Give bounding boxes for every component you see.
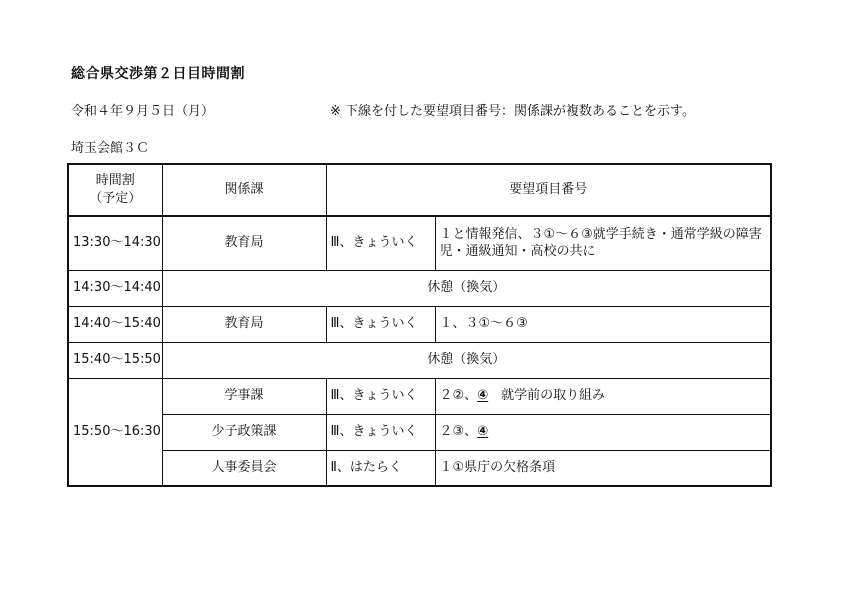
break-cell: 休憩（換気） — [162, 270, 771, 306]
break-cell: 休憩（換気） — [162, 342, 771, 378]
header-time — [68, 164, 162, 216]
category-cell: Ⅲ、きょういく — [326, 306, 435, 342]
time-cell: 14:40～15:40 — [68, 306, 162, 342]
items-text: ２②、 — [439, 388, 478, 404]
items-cell: １、３①～６③ — [435, 306, 771, 342]
table-header-row — [68, 164, 771, 216]
department-cell: 教育局 — [162, 216, 326, 270]
time-cell: 15:50～16:30 — [68, 378, 162, 486]
items-text: 就学前の取り組み — [488, 388, 606, 404]
category-cell: Ⅱ、はたらく — [326, 450, 435, 486]
category-cell: Ⅲ、きょういく — [326, 414, 435, 450]
department-cell: 少子政策課 — [162, 414, 326, 450]
schedule-table — [67, 163, 772, 487]
department-cell: 教育局 — [162, 306, 326, 342]
items-text: １①県庁の欠格条項 — [439, 459, 556, 475]
items-cell — [435, 414, 771, 450]
header-time-label: 時間割 — [95, 173, 135, 189]
time-cell: 15:40～15:50 — [68, 342, 162, 378]
items-cell — [435, 378, 771, 414]
category-cell: Ⅲ、きょういく — [326, 216, 435, 270]
time-cell: 13:30～14:30 — [68, 216, 162, 270]
table-row — [68, 450, 771, 486]
table-row — [68, 378, 771, 414]
department-cell: 学事課 — [162, 378, 326, 414]
department-cell: 人事委員会 — [162, 450, 326, 486]
header-items: 要望項目番号 — [326, 164, 771, 216]
items-text: ２③、 — [439, 424, 478, 440]
items-cell: １と情報発信、３①～６③就学手続き・通常学級の障害児・通級通知・高校の共に — [435, 216, 771, 270]
underlined-item: ④ — [477, 388, 489, 404]
venue: 埼玉会館３Ｃ — [71, 141, 150, 156]
document-title: 総合県交渉第２日目時間割 — [71, 66, 245, 82]
table-row — [68, 414, 771, 450]
items-cell — [435, 450, 771, 486]
document-date: 令和４年９月５日（月） — [71, 104, 215, 119]
header-department: 関係課 — [162, 164, 326, 216]
header-time-sub: （予定） — [89, 191, 142, 206]
underlined-item: ④ — [477, 424, 489, 440]
table-row — [68, 216, 771, 270]
table-row-break — [68, 270, 771, 306]
time-cell: 14:30～14:40 — [68, 270, 162, 306]
table-row — [68, 306, 771, 342]
category-cell: Ⅲ、きょういく — [326, 378, 435, 414]
underline-note: ※ 下線を付した要望項目番号：関係課が複数あることを示す。 — [330, 104, 695, 119]
table-row-break — [68, 342, 771, 378]
